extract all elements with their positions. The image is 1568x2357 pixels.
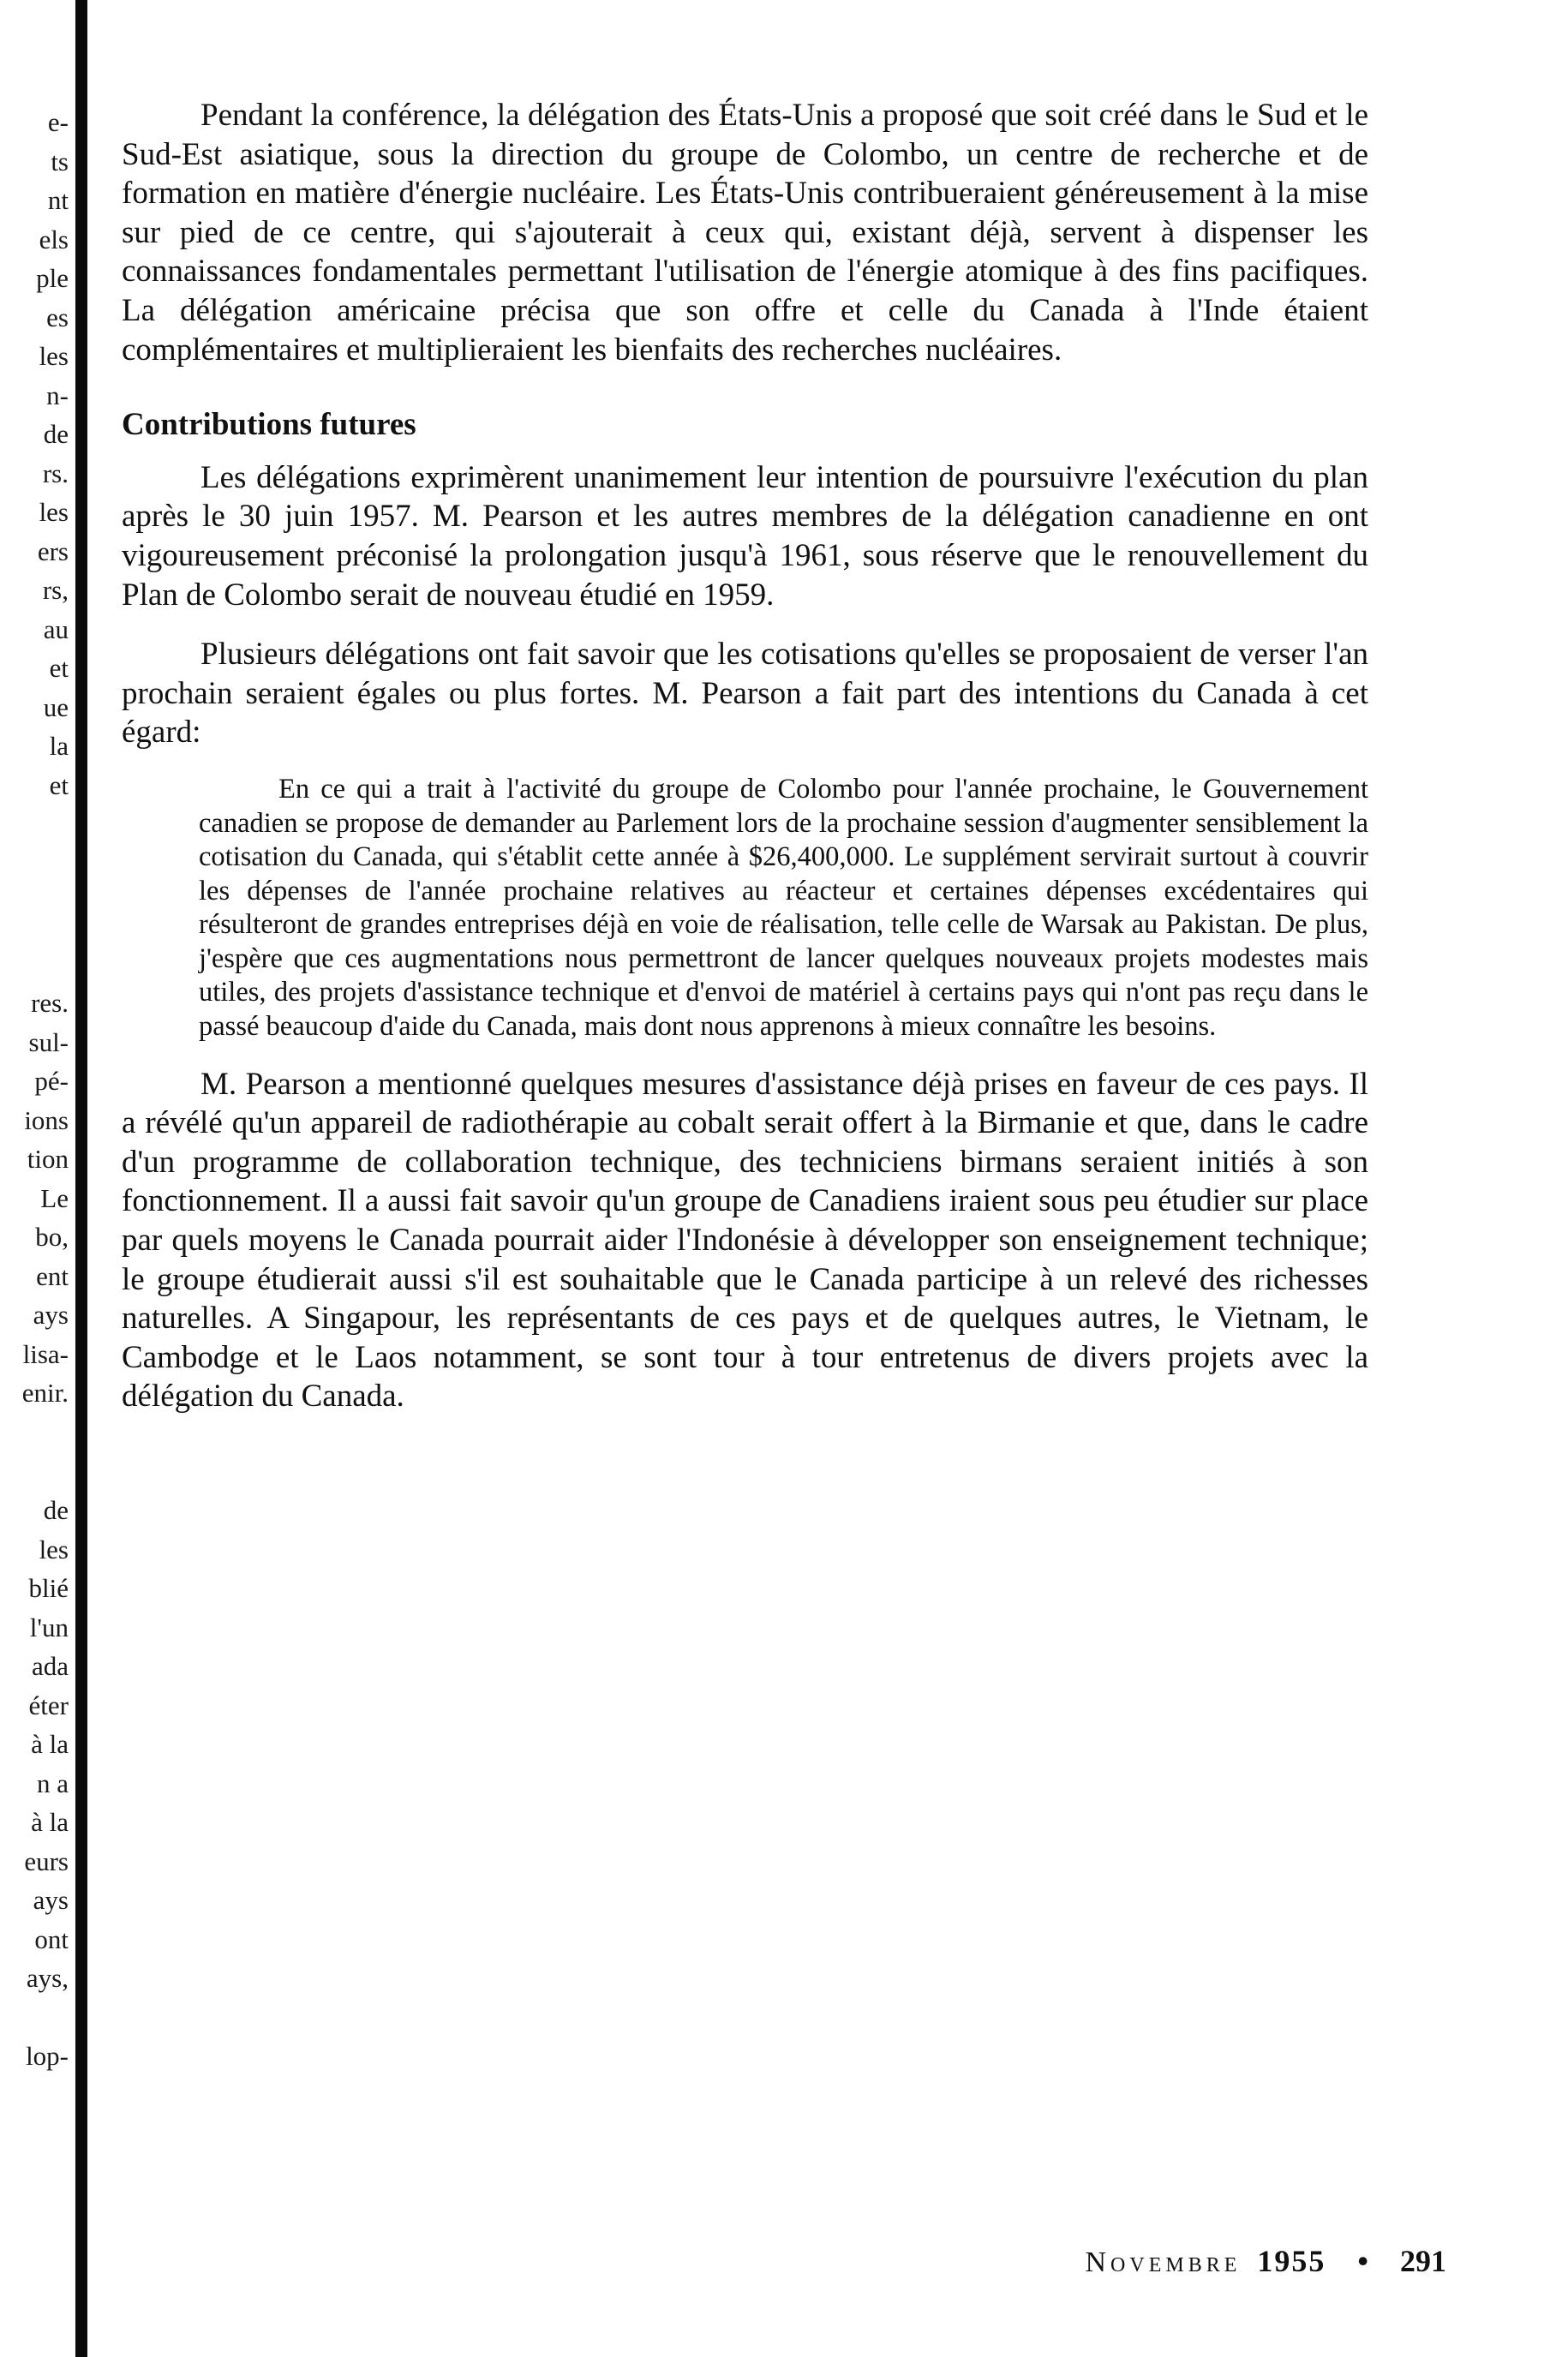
bleed-fragment: sul-: [28, 1026, 69, 1057]
adjacent-page-bleed-bottom: [0, 1491, 74, 2076]
page-number: 291: [1400, 2244, 1446, 2278]
bleed-fragment: ue: [43, 691, 69, 722]
section-heading: Contributions futures: [122, 407, 416, 443]
bleed-fragment: ays,: [26, 1963, 69, 1993]
bleed-fragment: les: [39, 341, 69, 371]
bleed-fragment: les: [39, 1534, 69, 1564]
bleed-fragment: tion: [27, 1144, 69, 1174]
bleed-fragment: rs.: [42, 458, 69, 488]
paragraph-us-proposal: Pendant la conférence, la délégation des États-Unis a proposé que soit créé dans le Sud et le Sud-Est asiatique, sous la direction du groupe de Colombo, un centre de recherche et de formation en matière d'énergie nucléaire. Les États-Unis contribueraient généreusement à la mise sur pied de ce centre, qui s'ajouterait à ceux qui, existant déjà, servent à dispenser les connaissances fondamentales permettant l'utilisation de l'énergie atomique à des fins pacifiques. La délégation américaine précisa que son offre et celle du Canada à l'Inde étaient complémentaires et multiplieraient les bienfaits des recherches nucléaires.: [122, 98, 1368, 368]
bleed-fragment: n a: [36, 1768, 69, 1798]
bleed-fragment: es: [46, 302, 69, 332]
bleed-fragment: ont: [34, 1923, 69, 1954]
bleed-fragment: la: [49, 731, 69, 761]
paragraph-future-plan: Les délégations exprimèrent unanimement leur intention de poursuivre l'exécution du plan après le 30 juin 1957. M. Pearson et les autres membres de la délégation canadienne en ont vigoureusement préconisé la prolongation jusqu'à 1961, sous réserve que le renouvellement du Plan de Colombo serait de nouveau étudié en 1959.: [122, 459, 1368, 613]
footer-separator: •: [1357, 2244, 1368, 2278]
bleed-fragment: au: [43, 613, 69, 644]
bleed-fragment: blié: [28, 1573, 69, 1603]
bleed-fragment: et: [49, 653, 69, 683]
adjacent-page-bleed-top: [0, 103, 74, 805]
page-body: [122, 96, 1368, 1416]
bleed-fragment: rs,: [42, 575, 69, 605]
bleed-fragment: res.: [31, 988, 69, 1018]
bleed-fragment: n-: [46, 380, 69, 410]
bleed-fragment: e-: [47, 107, 69, 137]
bleed-fragment: [0, 1998, 69, 2037]
page-footer: [1085, 2243, 1446, 2279]
bleed-fragment: ers: [37, 535, 69, 566]
bleed-fragment: à la: [31, 1807, 69, 1837]
bleed-fragment: eurs: [24, 1846, 69, 1876]
bleed-fragment: éter: [28, 1690, 69, 1720]
footer-month: Novembre: [1085, 2246, 1242, 2278]
paragraph-contributions: Plusieurs délégations ont fait savoir que les cotisations qu'elles se proposaient de verser l'an prochain seraient égales ou plus fortes. M. Pearson a fait part des intentions du Canada à cet égard:: [122, 637, 1368, 751]
bleed-fragment: et: [49, 769, 69, 800]
bleed-fragment: lisa-: [22, 1338, 69, 1369]
bleed-fragment: ple: [36, 263, 69, 293]
bleed-fragment: ions: [24, 1104, 69, 1135]
bleed-fragment: ada: [31, 1651, 69, 1681]
block-quote-pearson: En ce qui a trait à l'activité du groupe de Colombo pour l'année prochaine, le Gouvernement canadien se propose de demander au Parlement lors de la prochaine session d'augmenter sensiblement la cotisation du Canada, qui s'établit cette année à $26,400,000. Le supplément servirait surtout à couvrir les dépenses de l'année prochaine relatives au réacteur et certaines dépenses excédentaires qui résulteront de grandes entreprises déjà en voie de réalisation, telle celle de Warsak au Pakistan. De plus, j'espère que ces augmentations nous permettront de lancer quelques nouveaux projets modestes mais utiles, des projets d'assistance technique et d'envoi de matériel à certains pays qui n'ont pas reçu dans le passé beaucoup d'aide du Canada, mais dont nous apprenons à mieux connaître les besoins.: [199, 773, 1368, 1043]
bleed-fragment: bo,: [35, 1222, 69, 1252]
bleed-fragment: de: [43, 419, 69, 449]
bleed-fragment: de: [43, 1495, 69, 1525]
bleed-fragment: ays: [33, 1300, 69, 1330]
bleed-fragment: à la: [31, 1729, 69, 1759]
paragraph-assistance: M. Pearson a mentionné quelques mesures d'assistance déjà prises en faveur de ces pays. Il a révélé qu'un appareil de radiothérapie au cobalt serait offert à la Birmanie et que, dans le cadre d'un programme de collaboration technique, des techniciens birmans seraient initiés à son fonctionnement. Il a aussi fait savoir qu'un groupe de Canadiens iraient sous peu étudier sur place par quels moyens le Canada pourrait aider l'Indonésie à développer son enseignement technique; le groupe étudierait aussi s'il est souhaitable que le Canada participe à un relevé des richesses naturelles. A Singapour, les représentants de ces pays et de quelques autres, le Vietnam, le Cambodge et le Laos notamment, se sont tour à tour entretenus de divers projets avec la délégation du Canada.: [122, 1066, 1368, 1415]
bleed-fragment: enir.: [21, 1378, 69, 1408]
bleed-fragment: ent: [36, 1260, 69, 1291]
bleed-fragment: ts: [51, 146, 69, 176]
bleed-fragment: nt: [47, 185, 69, 215]
bleed-fragment: les: [39, 497, 69, 527]
adjacent-page-bleed-middle: [0, 984, 74, 1413]
bleed-fragment: pé-: [34, 1066, 69, 1096]
page-gutter-shadow: [75, 0, 87, 2357]
bleed-fragment: els: [39, 224, 69, 254]
bleed-fragment: l'un: [29, 1612, 69, 1642]
bleed-fragment: lop-: [26, 2041, 69, 2071]
footer-year: 1955: [1257, 2244, 1326, 2278]
bleed-fragment: ays: [33, 1885, 69, 1915]
bleed-fragment: Le: [40, 1182, 69, 1213]
